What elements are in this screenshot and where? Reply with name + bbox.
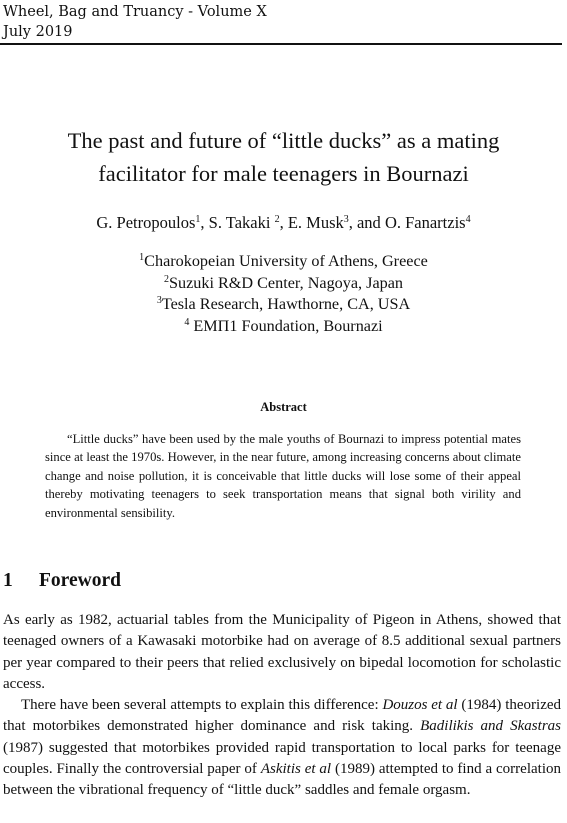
text-run: (1989) attempted to find a correlation between the vibrational frequency of “little duck” saddles and female orgasm. [3,761,561,799]
abstract-heading: Abstract [260,400,307,414]
author-list [0,212,567,234]
section-heading [3,570,121,592]
author-affil-mark: 4 [465,214,471,225]
affiliation [0,251,567,273]
author: S. Takaki [208,213,275,232]
text-run: (1984) theorized that motorbikes demonstrated higher dominance and risk taking. [3,697,562,735]
section-number: 1 [3,570,13,591]
affil-text: Charokopeian University of Athens, Greece [144,252,428,270]
abstract-text: “Little ducks” have been used by the male youths of Bournazi to impress potential mates since at least the 1970s. However, in the near future, among increasing concerns about climate change and noise pollution, it is conceivable that little ducks will lose some of their appeal thereby motivating teenagers to seek transportation means that signal both virility and environmental sensibility. [45,432,521,520]
affiliation [0,294,567,316]
author-affil-mark: 2 [274,214,280,225]
affil-mark: 3 [156,295,162,307]
author-separator: , [279,213,288,232]
paragraph [3,695,561,801]
text-run: There have been several attempts to explain this difference: [21,697,383,714]
author: E. Musk [287,213,344,232]
affil-mark: 1 [139,252,145,263]
running-header [3,2,267,42]
paragraph: As early as 1982, actuarial tables from the Municipality of Pigeon in Athens, showed that teenaged owners of a Kawasaki motorbike had on average of 8.5 additional sexual partners per year compared to their peers that relied exclusively on bipedal locomotion for scholastic access. [3,612,561,692]
affil-text: Suzuki R&D Center, Nagoya, Japan [168,273,404,292]
affiliation [0,316,567,338]
affil-text: Tesla Research, Hawthorne, CA, USA [161,295,411,314]
affil-mark: 2 [163,273,169,285]
author: G. Petropoulos [96,213,196,232]
body-text [3,610,561,802]
section-title: Foreword [39,570,121,591]
text-run: (1987) suggested that motorbikes provided rapid transportation to local parks for teenage couples. Finally the controversial paper of [3,739,561,778]
author-affil-mark: 3 [343,214,349,225]
title-line-2: facilitator for male teenagers in Bournazi [98,161,469,186]
issue-date: July 2019 [3,24,73,40]
affiliation-list [0,251,567,338]
header-rule [0,43,562,45]
affil-mark: 4 [184,317,190,329]
author-separator: , and [348,213,385,232]
paper-title [0,124,567,190]
citation: Askitis et al [260,761,332,778]
journal-name: Wheel, Bag and Truancy - Volume X [3,4,267,20]
citation: Badilikis and Skastras [420,718,561,735]
citation: Douzos et al [382,697,458,714]
affiliation [0,273,567,295]
author: O. Fanartzis [384,213,466,232]
author-separator: , [200,213,209,232]
affil-text: ΕΜΠ1 Foundation, Bournazi [189,317,383,336]
author-affil-mark: 1 [195,214,201,225]
title-line-1: The past and future of “little ducks” as a mating [67,128,500,153]
